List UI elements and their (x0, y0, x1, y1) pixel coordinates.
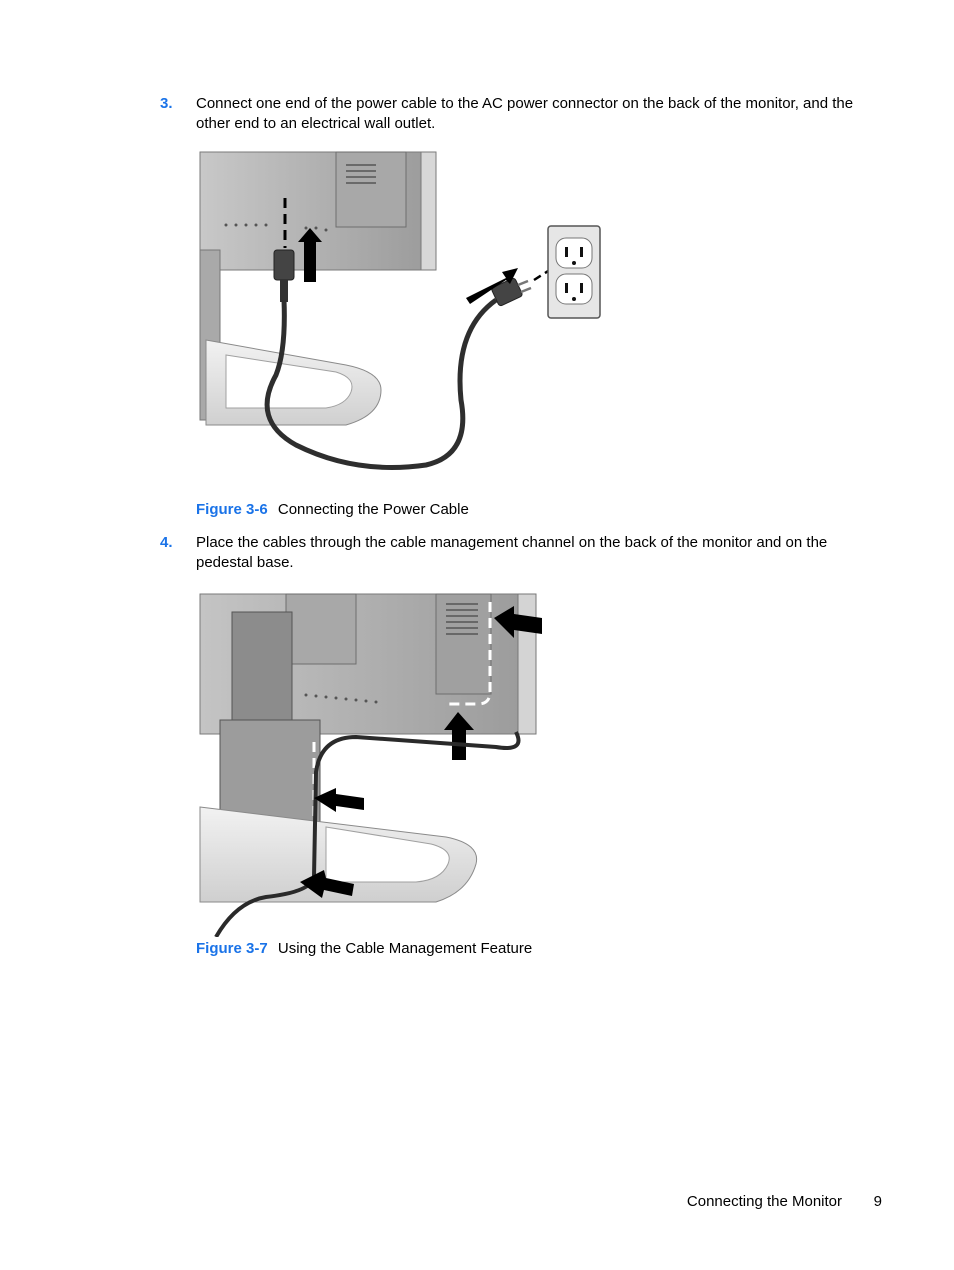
figure-cable-management (196, 592, 556, 942)
cable-management-illustration (196, 592, 556, 937)
figure-caption-text: Using the Cable Management Feature (277, 940, 533, 957)
footer-title: Connecting the Monitor (686, 1193, 842, 1210)
step-number: 4. (160, 534, 173, 551)
page-number: 9 (873, 1193, 882, 1210)
figure-power-cable (196, 150, 616, 485)
step-text: Place the cables through the cable management channel on the back of the monitor and on the pedestal base. (196, 534, 828, 571)
figure-caption (196, 939, 532, 959)
step-number: 3. (160, 95, 173, 112)
figure-label: Figure 3-7 (196, 940, 268, 957)
power-cable-illustration (196, 150, 616, 480)
figure-caption-text: Connecting the Power Cable (277, 501, 469, 518)
figure-label: Figure 3-6 (196, 501, 268, 518)
figure-caption (196, 500, 469, 520)
step-text: Connect one end of the power cable to the AC power connector on the back of the monitor, and the other end to an electrical wall outlet. (196, 95, 854, 132)
